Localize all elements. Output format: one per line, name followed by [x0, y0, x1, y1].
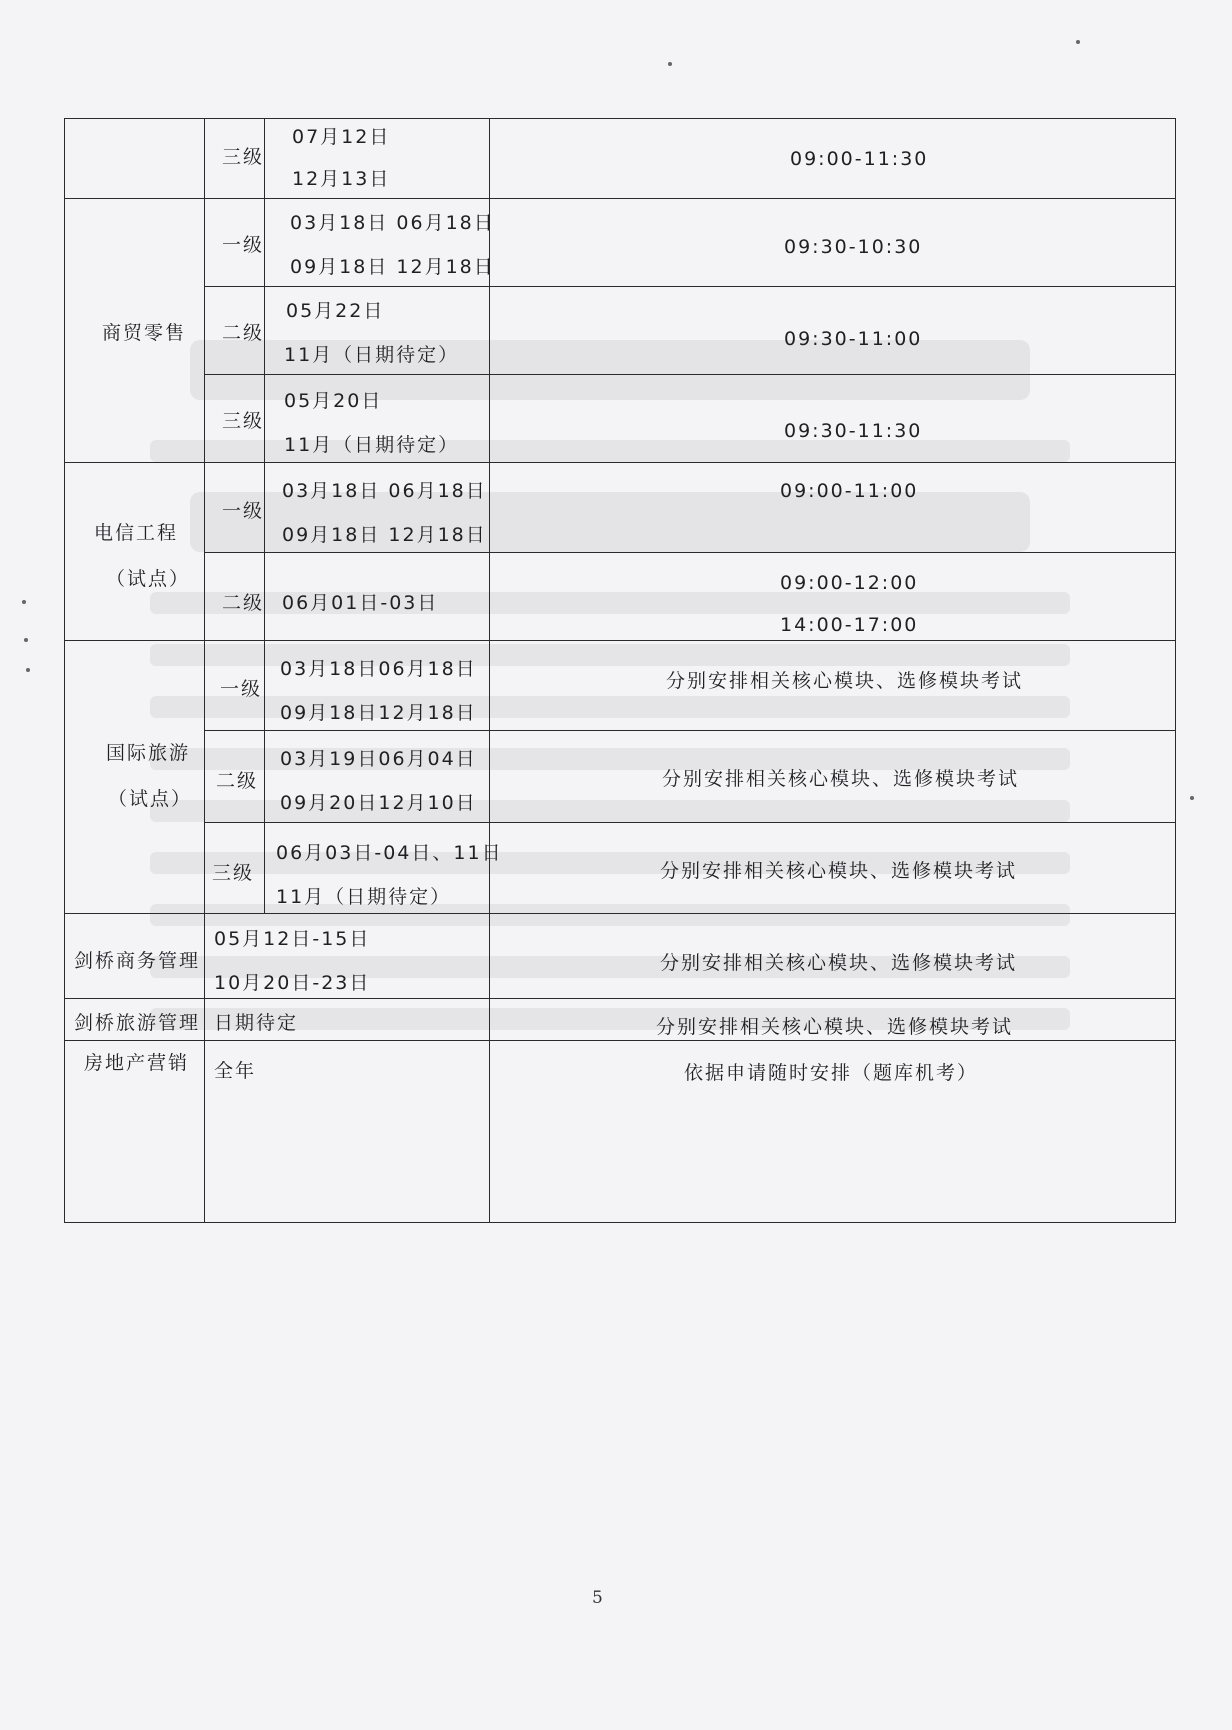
- category-label: （试点）: [106, 568, 191, 590]
- date-text: 03月19日06月04日: [280, 748, 477, 770]
- time-text: 分别安排相关核心模块、选修模块考试: [660, 952, 1018, 974]
- date-text: 11月（日期待定）: [276, 886, 452, 908]
- level-label: 三级: [222, 410, 265, 432]
- scan-speck: [1190, 796, 1194, 800]
- category-label: （试点）: [108, 788, 193, 810]
- date-text: 09月18日 12月18日: [282, 524, 487, 546]
- time-text: 分别安排相关核心模块、选修模块考试: [660, 860, 1018, 882]
- scan-speck: [1076, 40, 1080, 44]
- date-text: 09月18日 12月18日: [290, 256, 495, 278]
- date-text: 日期待定: [214, 1012, 299, 1034]
- date-text: 03月18日 06月18日: [282, 480, 487, 502]
- date-text: 05月12日-15日: [214, 928, 371, 950]
- date-text: 09月18日12月18日: [280, 702, 477, 724]
- date-text: 09月20日12月10日: [280, 792, 477, 814]
- date-text: 03月18日06月18日: [280, 658, 477, 680]
- category-label: 国际旅游: [106, 742, 191, 764]
- time-text: 分别安排相关核心模块、选修模块考试: [656, 1016, 1014, 1038]
- time-text: 分别安排相关核心模块、选修模块考试: [662, 768, 1020, 790]
- time-text: 09:30-11:00: [784, 328, 923, 350]
- date-text: 11月（日期待定）: [284, 344, 460, 366]
- level-label: 二级: [222, 592, 265, 614]
- date-text: 05月22日: [286, 300, 385, 322]
- time-text: 09:00-11:30: [790, 148, 929, 170]
- date-text: 06月03日-04日、11日: [276, 842, 503, 864]
- level-label: 三级: [222, 146, 265, 168]
- page-number: 5: [592, 1588, 603, 1608]
- date-text: 10月20日-23日: [214, 972, 371, 994]
- level-label: 三级: [212, 862, 255, 884]
- time-text: 09:30-11:30: [784, 420, 923, 442]
- scan-speck: [24, 638, 28, 642]
- date-text: 全年: [214, 1060, 257, 1082]
- category-label: 剑桥商务管理: [74, 950, 201, 972]
- time-text: 09:30-10:30: [784, 236, 923, 258]
- date-text: 12月13日: [292, 168, 391, 190]
- level-label: 一级: [222, 500, 265, 522]
- scan-speck: [26, 668, 30, 672]
- level-label: 一级: [222, 234, 265, 256]
- category-label: 电信工程: [94, 522, 179, 544]
- level-label: 二级: [216, 770, 259, 792]
- date-text: 05月20日: [284, 390, 383, 412]
- time-text: 依据申请随时安排（题库机考）: [684, 1062, 979, 1084]
- scan-speck: [22, 600, 26, 604]
- time-text: 09:00-12:00: [780, 572, 919, 594]
- level-label: 二级: [222, 322, 265, 344]
- date-text: 11月（日期待定）: [284, 434, 460, 456]
- scan-speck: [668, 62, 672, 66]
- date-text: 06月01日-03日: [282, 592, 439, 614]
- category-label: 剑桥旅游管理: [74, 1012, 201, 1034]
- category-label: 房地产营销: [84, 1052, 190, 1074]
- exam-schedule-table: [64, 118, 1176, 1223]
- level-label: 一级: [220, 678, 263, 700]
- date-text: 07月12日: [292, 126, 391, 148]
- category-label: 商贸零售: [102, 322, 187, 344]
- date-text: 03月18日 06月18日: [290, 212, 495, 234]
- time-text: 分别安排相关核心模块、选修模块考试: [666, 670, 1024, 692]
- time-text: 09:00-11:00: [780, 480, 919, 502]
- time-text: 14:00-17:00: [780, 614, 919, 636]
